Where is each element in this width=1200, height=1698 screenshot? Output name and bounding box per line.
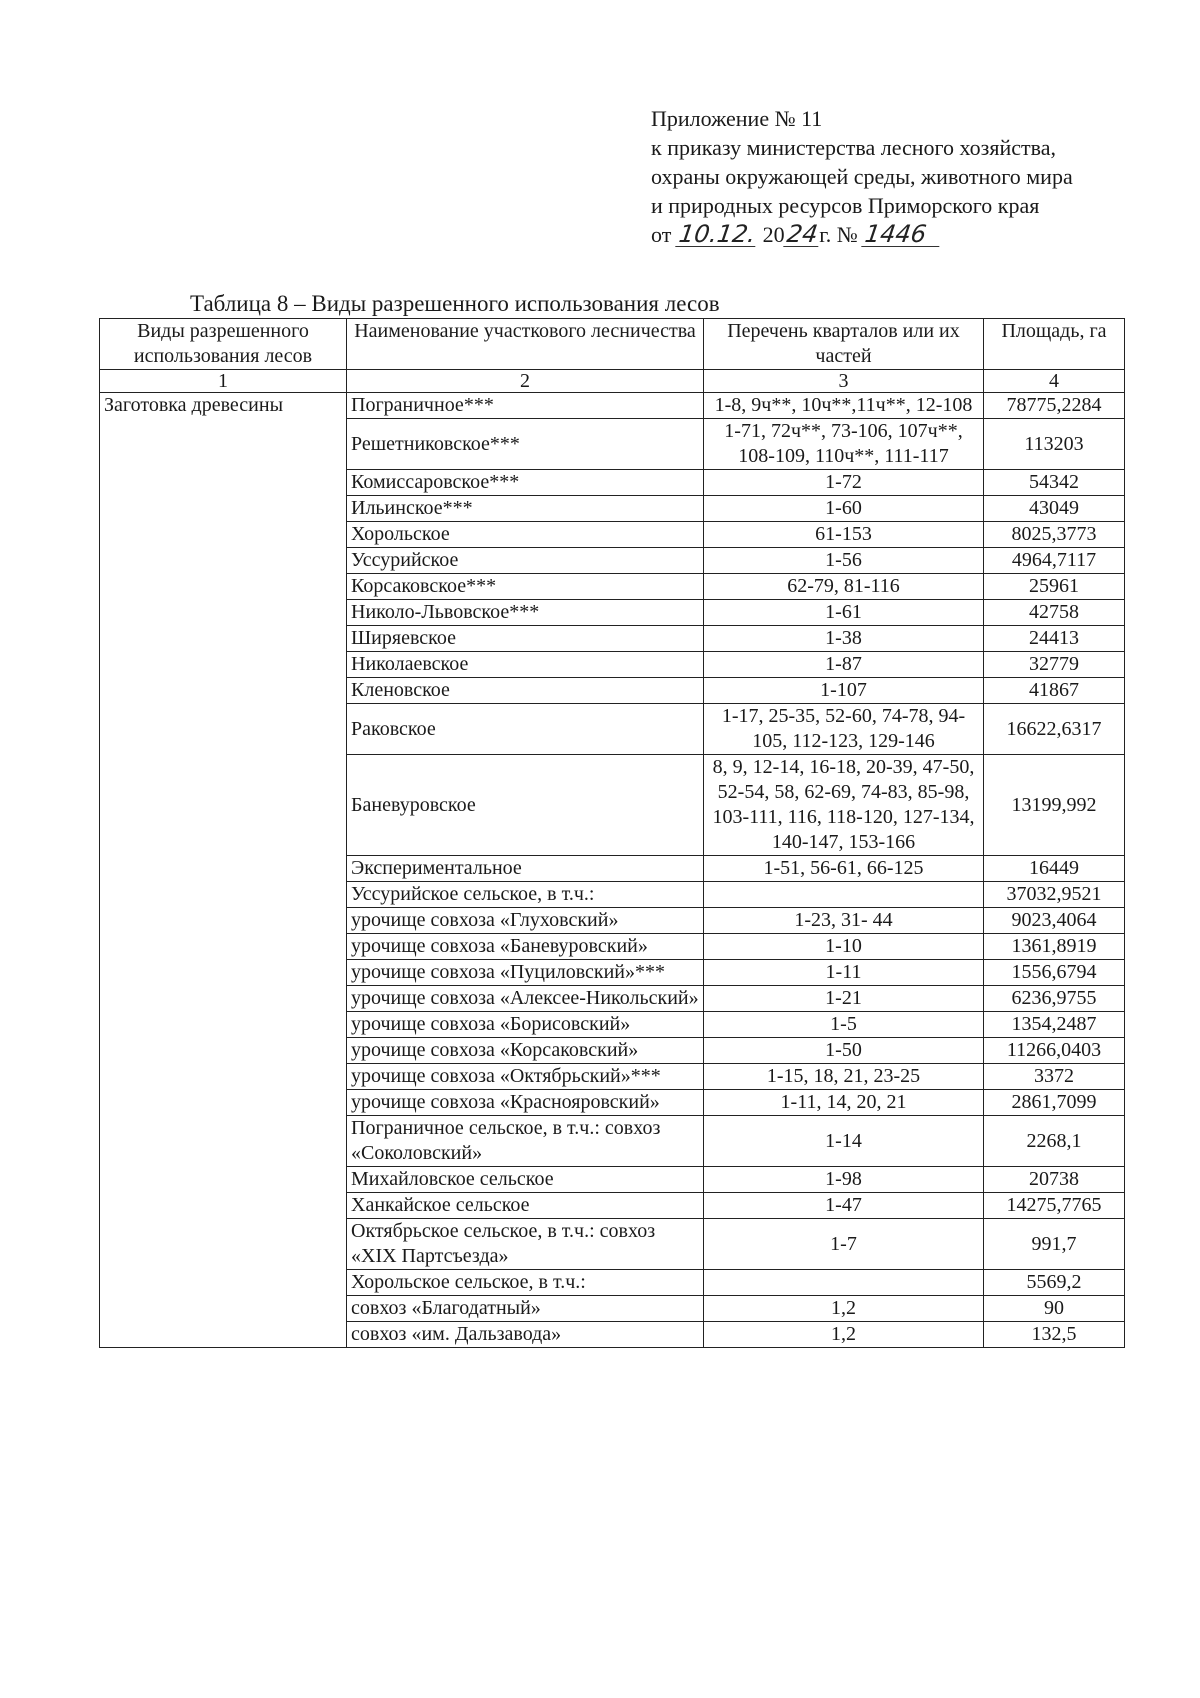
column-header: Виды разрешенного использования лесов: [100, 319, 347, 370]
area-value: 37032,9521: [984, 882, 1125, 908]
area-value: 2268,1: [984, 1116, 1125, 1167]
quarters-list: 1-14: [704, 1116, 984, 1167]
area-value: 2861,7099: [984, 1090, 1125, 1116]
forestry-name: урочище совхоза «Пуциловский»***: [347, 960, 704, 986]
forestry-name: Николо-Львовское***: [347, 600, 704, 626]
area-value: 9023,4064: [984, 908, 1125, 934]
column-header: Площадь, га: [984, 319, 1125, 370]
forestry-name: Пограничное сельское, в т.ч.: совхоз «Соколовский»: [347, 1116, 704, 1167]
quarters-list: 1-87: [704, 652, 984, 678]
area-value: 43049: [984, 496, 1125, 522]
quarters-list: 1-7: [704, 1219, 984, 1270]
usage-type-cell: Заготовка древесины: [100, 393, 347, 1348]
quarters-list: 1-51, 56-61, 66-125: [704, 856, 984, 882]
area-value: 25961: [984, 574, 1125, 600]
quarters-list: 8, 9, 12-14, 16-18, 20-39, 47-50, 52-54, 58, 62-69, 74-83, 85-98, 103-111, 116, 118-120, 127-134, 140-147, 153-166: [704, 755, 984, 856]
forestry-name: Хорольское: [347, 522, 704, 548]
area-value: 13199,992: [984, 755, 1125, 856]
forestry-name: Решетниковское***: [347, 419, 704, 470]
quarters-list: 61-153: [704, 522, 984, 548]
area-value: 16449: [984, 856, 1125, 882]
forestry-name: урочище совхоза «Краснояровский»: [347, 1090, 704, 1116]
quarters-list: 1-107: [704, 678, 984, 704]
forestry-name: урочище совхоза «Баневуровский»: [347, 934, 704, 960]
order-reference-line2: охраны окружающей среды, животного мира: [651, 164, 1073, 189]
area-value: 8025,3773: [984, 522, 1125, 548]
forestry-name: Ханкайское сельское: [347, 1193, 704, 1219]
quarters-list: 1,2: [704, 1322, 984, 1348]
forestry-name: урочище совхоза «Глуховский»: [347, 908, 704, 934]
column-number: 2: [347, 370, 704, 393]
quarters-list: 1-17, 25-35, 52-60, 74-78, 94-105, 112-123, 129-146: [704, 704, 984, 755]
quarters-list: 1-61: [704, 600, 984, 626]
area-value: 16622,6317: [984, 704, 1125, 755]
forestry-name: Уссурийское: [347, 548, 704, 574]
area-value: 42758: [984, 600, 1125, 626]
forestry-name: урочище совхоза «Корсаковский»: [347, 1038, 704, 1064]
quarters-list: 1-10: [704, 934, 984, 960]
date-prefix: от: [651, 222, 672, 247]
quarters-list: 1-11: [704, 960, 984, 986]
handwritten-year: 24: [784, 220, 820, 248]
area-value: 24413: [984, 626, 1125, 652]
year-prefix: 20: [762, 222, 785, 247]
order-date-line: [651, 220, 1073, 249]
quarters-list: [704, 1270, 984, 1296]
area-value: 11266,0403: [984, 1038, 1125, 1064]
quarters-list: [704, 882, 984, 908]
area-value: 4964,7117: [984, 548, 1125, 574]
forestry-name: совхоз «Благодатный»: [347, 1296, 704, 1322]
table-row: [100, 393, 1125, 419]
forestry-name: Комиссаровское***: [347, 470, 704, 496]
quarters-list: 1-38: [704, 626, 984, 652]
quarters-list: 1-71, 72ч**, 73-106, 107ч**, 108-109, 110ч**, 111-117: [704, 419, 984, 470]
area-value: 1361,8919: [984, 934, 1125, 960]
column-number: 3: [704, 370, 984, 393]
quarters-list: 1-5: [704, 1012, 984, 1038]
quarters-list: 1-50: [704, 1038, 984, 1064]
table-header-row: [100, 319, 1125, 370]
area-value: 991,7: [984, 1219, 1125, 1270]
forestry-name: Николаевское: [347, 652, 704, 678]
forestry-name: Хорольское сельское, в т.ч.:: [347, 1270, 704, 1296]
order-reference-line3: и природных ресурсов Приморского края: [651, 193, 1040, 218]
quarters-list: 1-47: [704, 1193, 984, 1219]
quarters-list: 1-21: [704, 986, 984, 1012]
area-value: 1556,6794: [984, 960, 1125, 986]
area-value: 90: [984, 1296, 1125, 1322]
quarters-list: 1-8, 9ч**, 10ч**,11ч**, 12-108: [704, 393, 984, 419]
column-header: Перечень кварталов или их частей: [704, 319, 984, 370]
handwritten-date: 10.12.: [676, 220, 758, 248]
year-end-label: г. №: [819, 222, 858, 247]
forestry-name: Ширяевское: [347, 626, 704, 652]
forestry-name: Ильинское***: [347, 496, 704, 522]
quarters-list: 62-79, 81-116: [704, 574, 984, 600]
column-header: Наименование участкового лесничества: [347, 319, 704, 370]
forestry-name: Баневуровское: [347, 755, 704, 856]
forestry-name: Уссурийское сельское, в т.ч.:: [347, 882, 704, 908]
area-value: 32779: [984, 652, 1125, 678]
quarters-list: 1-72: [704, 470, 984, 496]
forestry-name: Корсаковское***: [347, 574, 704, 600]
area-value: 20738: [984, 1167, 1125, 1193]
column-number: 4: [984, 370, 1125, 393]
forestry-name: урочище совхоза «Борисовский»: [347, 1012, 704, 1038]
appendix-header: [651, 104, 1073, 249]
forestry-name: урочище совхоза «Алексее-Никольский»: [347, 986, 704, 1012]
area-value: 14275,7765: [984, 1193, 1125, 1219]
handwritten-order-number: 1446: [862, 222, 944, 247]
area-value: 6236,9755: [984, 986, 1125, 1012]
forestry-name: Пограничное***: [347, 393, 704, 419]
forestry-name: совхоз «им. Дальзавода»: [347, 1322, 704, 1348]
area-value: 132,5: [984, 1322, 1125, 1348]
forestry-name: Экспериментальное: [347, 856, 704, 882]
forest-usage-table: [99, 318, 1125, 1348]
table-title: Таблица 8 – Виды разрешенного использования лесов: [190, 291, 720, 316]
area-value: 78775,2284: [984, 393, 1125, 419]
quarters-list: 1-98: [704, 1167, 984, 1193]
quarters-list: 1-56: [704, 548, 984, 574]
area-value: 3372: [984, 1064, 1125, 1090]
quarters-list: 1-23, 31- 44: [704, 908, 984, 934]
forestry-name: Октябрьское сельское, в т.ч.: совхоз «XIX Партсъезда»: [347, 1219, 704, 1270]
forestry-name: урочище совхоза «Октябрьский»***: [347, 1064, 704, 1090]
column-number: 1: [100, 370, 347, 393]
quarters-list: 1-60: [704, 496, 984, 522]
order-reference-line1: к приказу министерства лесного хозяйства,: [651, 135, 1057, 160]
area-value: 5569,2: [984, 1270, 1125, 1296]
area-value: 113203: [984, 419, 1125, 470]
area-value: 1354,2487: [984, 1012, 1125, 1038]
forestry-name: Раковское: [347, 704, 704, 755]
quarters-list: 1,2: [704, 1296, 984, 1322]
forestry-name: Михайловское сельское: [347, 1167, 704, 1193]
area-value: 54342: [984, 470, 1125, 496]
quarters-list: 1-15, 18, 21, 23-25: [704, 1064, 984, 1090]
forestry-name: Кленовское: [347, 678, 704, 704]
appendix-number: Приложение № 11: [651, 106, 823, 131]
quarters-list: 1-11, 14, 20, 21: [704, 1090, 984, 1116]
column-number-row: [100, 370, 1125, 393]
area-value: 41867: [984, 678, 1125, 704]
table-body: [100, 393, 1125, 1348]
